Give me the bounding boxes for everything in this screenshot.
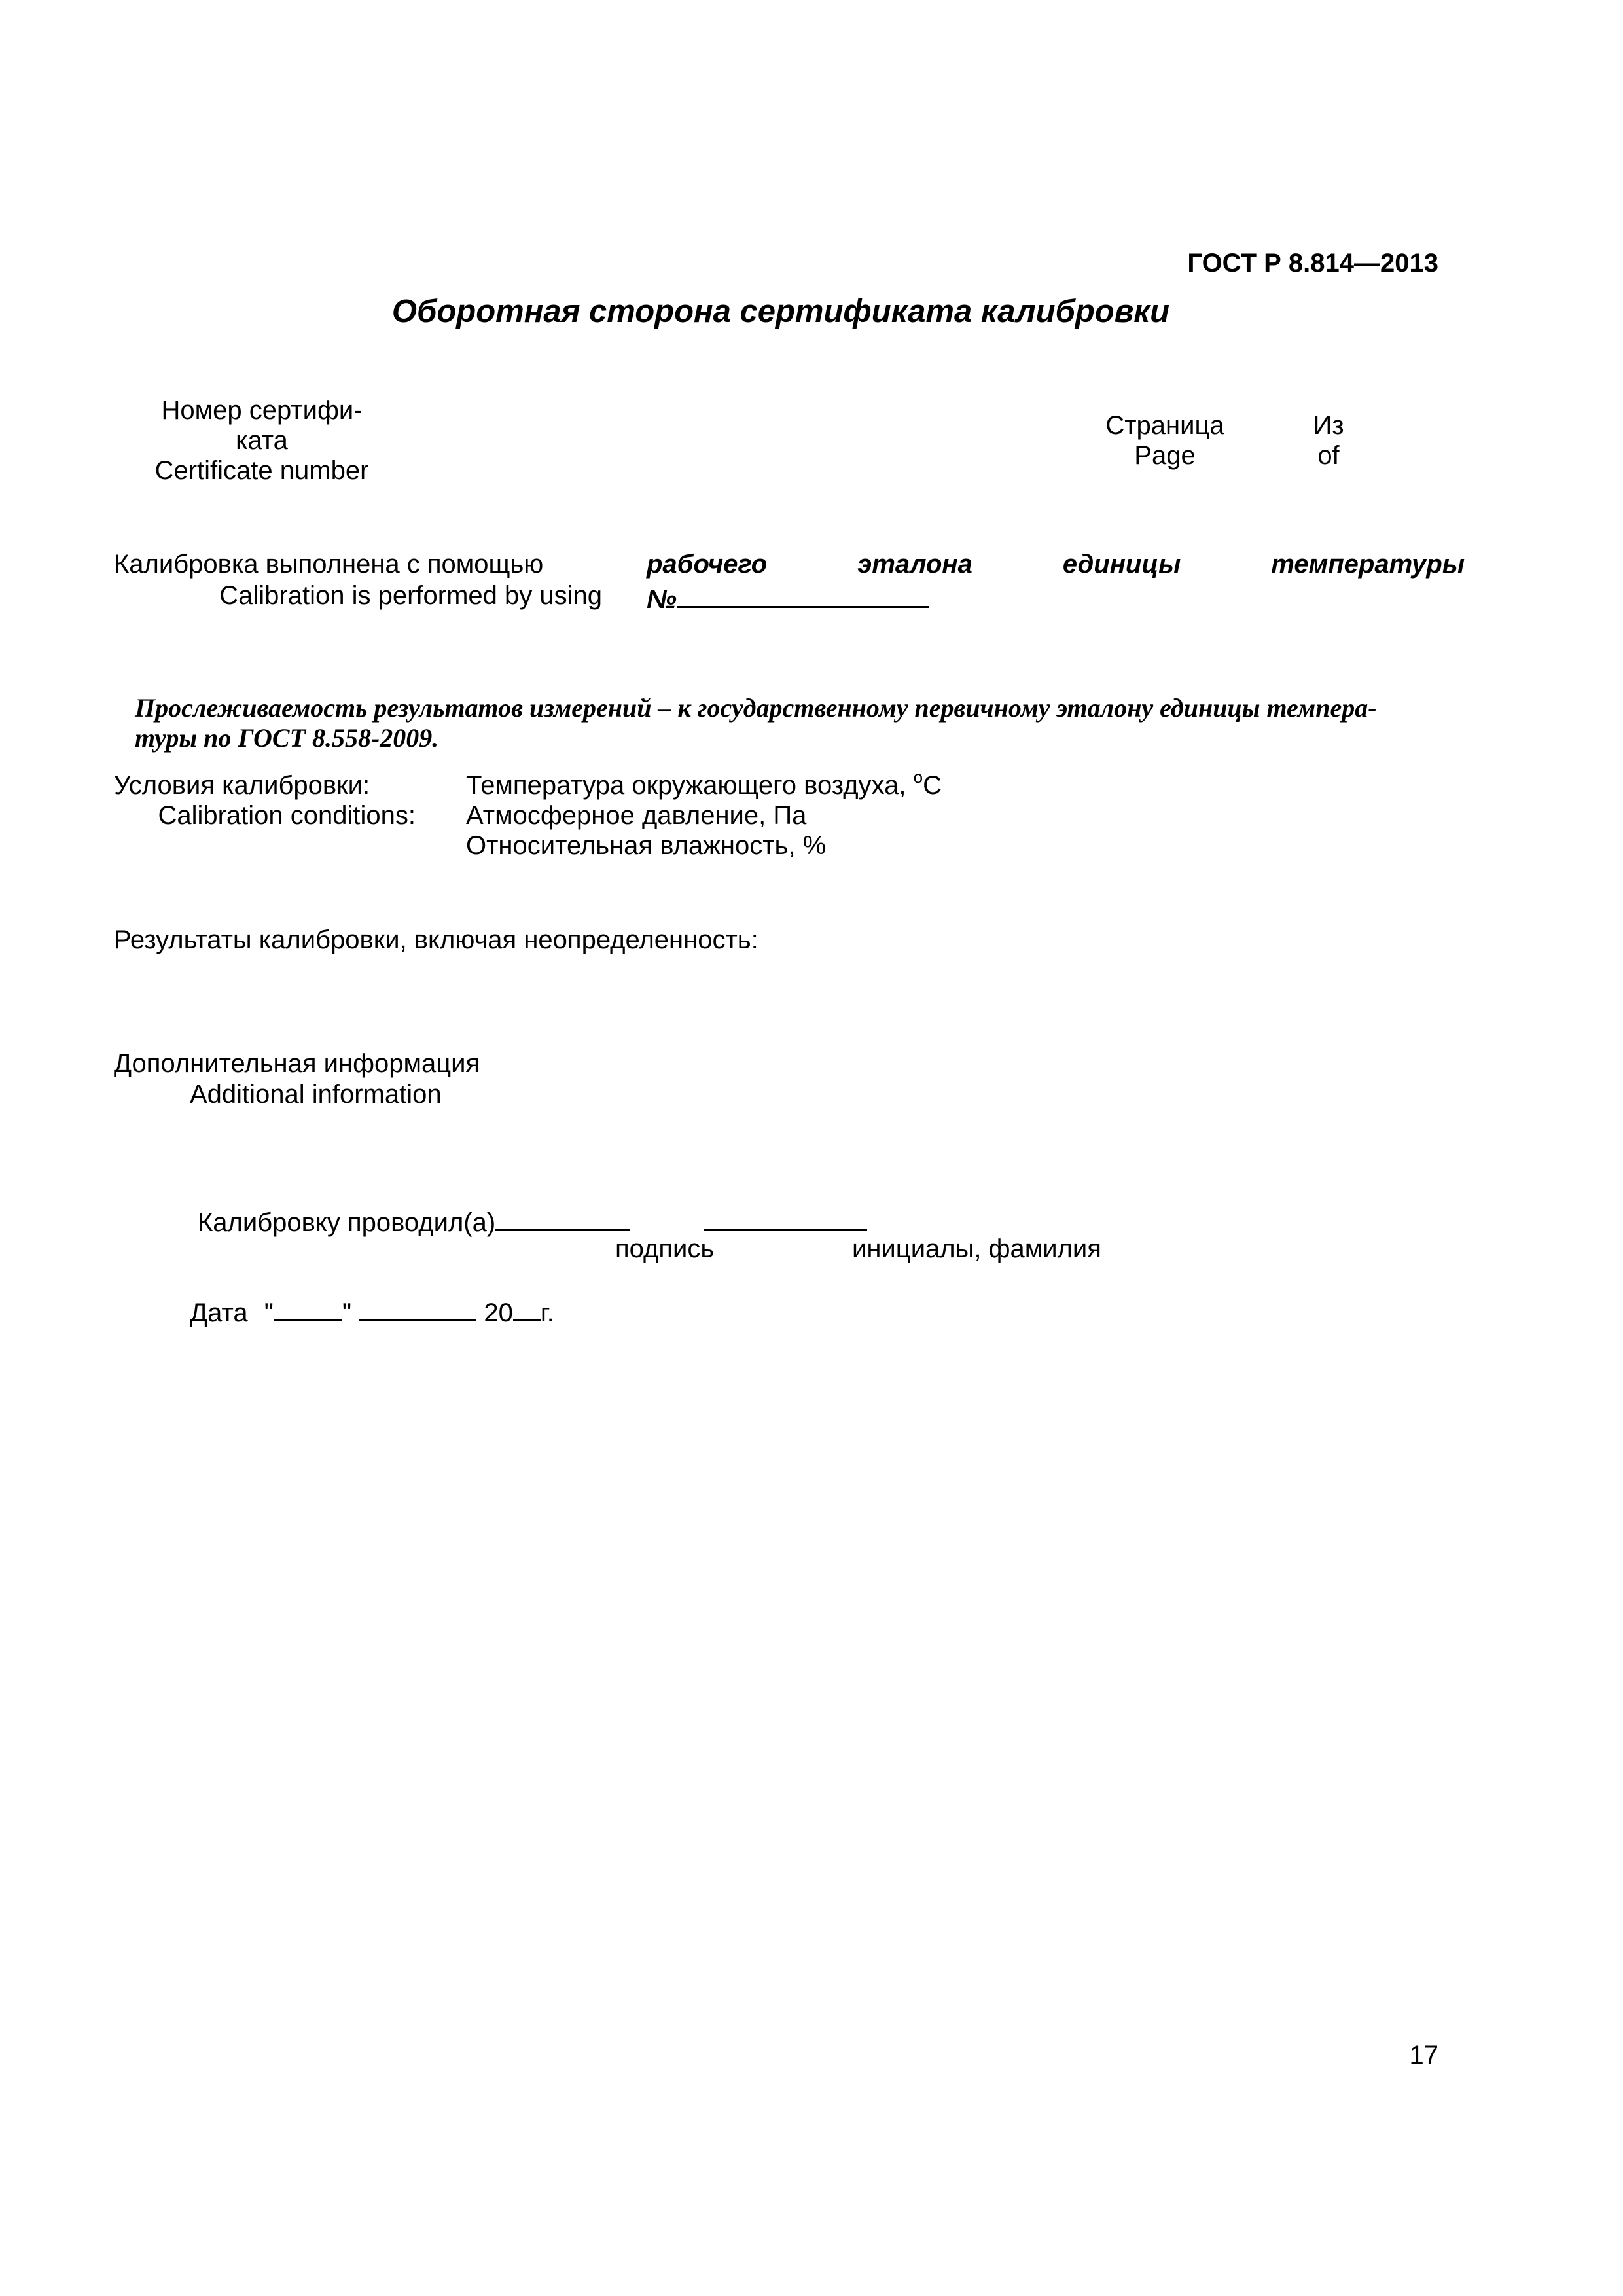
date-quote-open: " [264,1299,274,1327]
of-label [1263,412,1394,473]
certificate-number-label [131,397,393,488]
condition-temperature [466,767,942,800]
performed-by-label: Калибровку проводил(а) [198,1208,496,1237]
traceability-line-2: туры по ГОСТ 8.558-2009. [135,723,439,753]
certificate-number-label-ru-line1: Номер сертифи- [161,396,363,425]
of-label-ru: Из [1313,411,1344,440]
calibration-by-word-4: температуры [1271,550,1465,579]
calibration-by-word-2: эталона [857,550,972,579]
page-label [1067,412,1263,473]
date-line [190,1296,554,1326]
calibration-by-word-3: единицы [1062,550,1181,579]
certificate-number-label-ru-line2: ката [236,426,288,455]
of-label-en: of [1317,441,1340,470]
calibration-by-label-ru: Калибровка выполнена с помощью [114,550,544,579]
standard-code: ГОСТ Р 8.814—2013 [1187,249,1438,278]
condition-humidity: Относительная влажность, % [466,831,827,860]
degree-sign: o [913,767,923,787]
year-suffix: г. [540,1299,554,1327]
name-blank [704,1206,867,1231]
year-blank [513,1296,541,1321]
certificate-number-label-en: Certificate number [154,456,369,485]
day-blank [274,1296,342,1321]
conditions-label-ru: Условия калибровки: [114,771,370,800]
date-quote-close: " [342,1299,352,1327]
additional-info-label-en: Additional information [190,1080,442,1109]
month-blank [359,1296,476,1321]
page-label-en: Page [1134,441,1196,470]
temperature-unit: C [923,771,942,800]
signature-line [198,1206,630,1236]
year-prefix: 20 [484,1299,513,1327]
signature-caption: подпись [615,1234,715,1263]
page-label-ru: Страница [1105,411,1224,440]
additional-info-label-ru: Дополнительная информация [114,1049,480,1078]
calibration-by-word-1: рабочего [647,550,768,579]
number-sign: № [647,585,677,614]
results-label: Результаты калибровки, включая неопределенность: [114,925,758,954]
condition-temperature-text: Температура окружающего воздуха, [466,771,906,800]
signature-blank [495,1206,630,1231]
date-label: Дата [190,1299,248,1327]
name-caption: инициалы, фамилия [852,1234,1101,1263]
calibration-by-means [647,551,1465,577]
condition-pressure: Атмосферное давление, Па [466,801,807,830]
calibration-by-label-en: Calibration is performed by using [219,581,602,610]
page-number: 17 [1409,2041,1438,2070]
traceability-line-1: Прослеживаемость результатов измерений – к государственному первичному эталону единицы темпера- [135,693,1377,723]
conditions-label-en: Calibration conditions: [158,801,416,830]
standard-number-blank [677,583,929,608]
standard-number-field [647,583,929,613]
page-title: Оборотная сторона сертификата калибровки [391,294,1170,329]
